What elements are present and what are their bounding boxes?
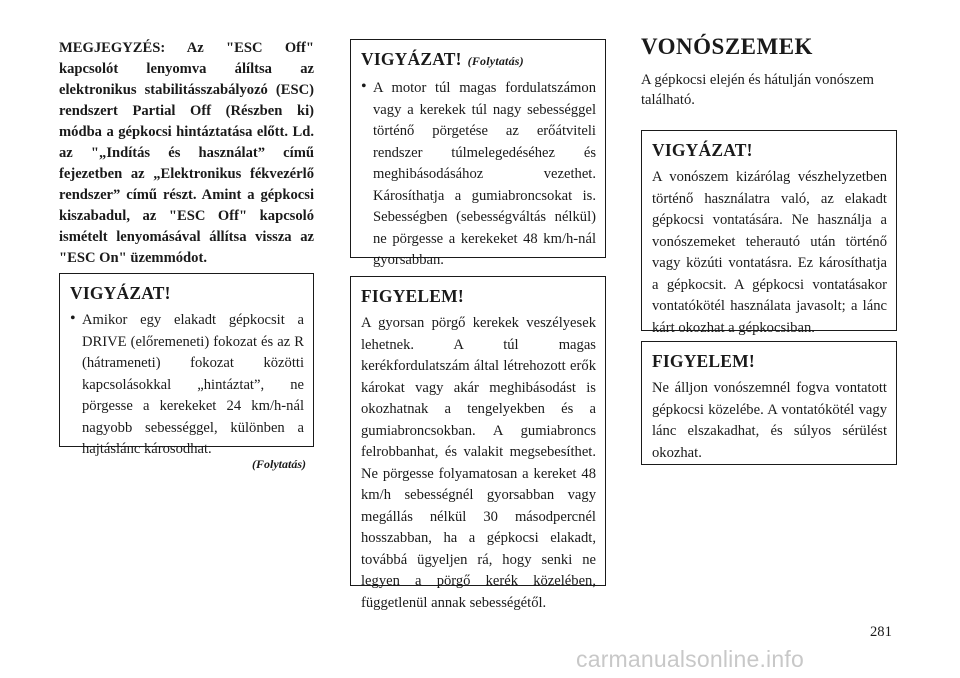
caution-box-tow-hooks	[641, 341, 897, 465]
caution-box-spinning	[350, 276, 606, 611]
warning-box-rocking	[59, 273, 314, 457]
bullet-dot-icon: •	[361, 78, 367, 95]
continued-label: (Folytatás)	[252, 457, 306, 471]
caution-text: Ne álljon vonószemnél fogva vontatott gépkocsi közelébe. A vontatókötél vagy lánc elszakadhat, és súlyos sérülést okozhat.	[652, 380, 887, 461]
caution-text: A gyorsan pörgő kerekek veszélyesek lehetnek. A túl magas kerékfordulatszám által létrehozott erők károkat vagy akár meghibásodást is okozhatnak a tengelyekben és a gumiabroncsokban. A gumiabroncs felrobbanhat, és valakit megsebesíthet. Ne pörgesse folyamatosan a kereket 48 km/h sebességnél gyorsabban vagy megállás nélkül 30 másodpercnél hosszabban, ha a gépkocsi elakadt, továbbá ügyeljen rá, hogy senki ne legyen a pörgő kerék közelében, függetlenül annak sebességétől.	[361, 315, 596, 611]
bullet-dot-icon: •	[70, 310, 76, 327]
caution-title: FIGYELEM!	[652, 351, 755, 371]
warning-text: A vonószem kizárólag vészhelyzetben történő használatra való, az elakadt gépkocsi vontatására. Ne használja a vonószemeket teherautó után történő vagy közúti vontatásra. Ez károsíthatja a gépkocsit. A gépkocsi vontatásakor vontatókötél használata javasolt; a lánc kárt okozhat a gépkocsiban.	[652, 169, 887, 336]
warning-bullet-text: A motor túl magas fordulatszámon vagy a kerekek túl nagy sebességgel történő pörgetése az erőátviteli rendszer túlmelegedéséhez és meghibásodásához vezethet. Károsíthatja a gumiabroncsokat is. Sebességben (sebességváltás nélkül) ne pörgesse a kerekeket 48 km/h-nál gyorsabban.	[373, 80, 596, 268]
section-title: VONÓSZEMEK	[641, 34, 813, 59]
watermark: carmanualsonline.info	[576, 646, 804, 672]
warning-box-overspeed	[350, 39, 606, 268]
caution-title: FIGYELEM!	[361, 286, 464, 306]
warning-title: VIGYÁZAT!	[70, 283, 171, 303]
section-intro: A gépkocsi elején és hátulján vonószem található.	[641, 72, 875, 108]
warning-box-tow-hooks	[641, 130, 897, 336]
warning-bullet-item	[361, 78, 596, 272]
warning-bullet-item	[70, 310, 304, 461]
warning-title-continued	[361, 48, 596, 72]
warning-title: VIGYÁZAT!	[361, 49, 462, 69]
page-number: 281	[870, 624, 892, 640]
esc-note: MEGJEGYZÉS: Az "ESC Off" kapcsolót lenyomva álíltsa az elektronikus stabilitásszabályozó (ESC) rendszert Partial Off (Részben ki) módba a gépkocsi hintáztatása előtt. Ld. az "„Indítás és használat” című fejezetben az „Elektronikus fékvezérlő rendszer” című részt. Amint a gépkocsi kiszabadul, az "ESC Off" kapcsoló ismételt lenyomásával állítsa vissza az "ESC On" üzemmódot.	[59, 40, 314, 266]
warning-subtitle: (Folytatás)	[467, 54, 524, 68]
warning-bullet-text: Amikor egy elakadt gépkocsit a DRIVE (előremeneti) fokozat és az R (hátrameneti) fokozat közötti kapcsolásokkal „hintáztat”, ne pörgesse a kerekeket 24 km/h-nál nagyobb sebességgel, különben a hajtáslánc károsodhat.	[82, 312, 304, 457]
warning-title: VIGYÁZAT!	[652, 140, 753, 160]
